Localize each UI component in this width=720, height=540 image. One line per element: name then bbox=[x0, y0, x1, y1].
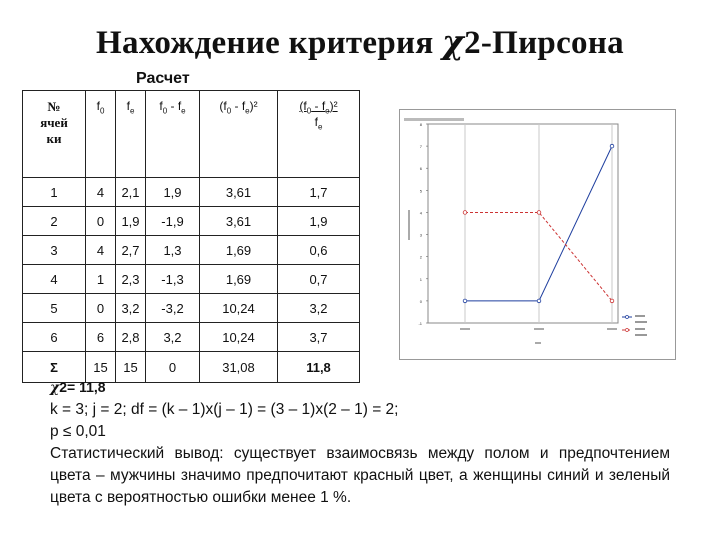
chi-square-result: χ2= 11,8 bbox=[50, 379, 106, 396]
table-cell-expected: 2,8 bbox=[116, 323, 146, 352]
table-cell-cell-number: 4 bbox=[23, 265, 86, 294]
sum-cell-cell-number: Σ bbox=[23, 352, 86, 383]
table-cell-cell-number: 1 bbox=[23, 178, 86, 207]
table-cell-squared: 3,61 bbox=[200, 178, 278, 207]
table-cell-difference: 3,2 bbox=[146, 323, 200, 352]
y-tick-label: 7 bbox=[419, 144, 422, 150]
table-cell-difference: 1,9 bbox=[146, 178, 200, 207]
table-cell-observed: 6 bbox=[86, 323, 116, 352]
table-row bbox=[23, 207, 360, 236]
plot-area bbox=[428, 124, 618, 323]
series-2-point bbox=[610, 299, 614, 303]
conclusion-block bbox=[50, 376, 670, 509]
line-chart bbox=[399, 109, 676, 360]
section-subtitle: Расчет bbox=[136, 70, 190, 87]
header-cell-diff: $f_0 - f_e$ bbox=[146, 91, 200, 178]
table-cell-expected: 3,2 bbox=[116, 294, 146, 323]
table-cell-observed: 0 bbox=[86, 207, 116, 236]
header-cell-square: $(f_0 - f_e)^2$ bbox=[200, 91, 278, 178]
table-cell-difference: 1,3 bbox=[146, 236, 200, 265]
calculation-table bbox=[22, 90, 360, 383]
sum-cell-difference: 0 bbox=[146, 352, 200, 383]
table-cell-ratio: 0,7 bbox=[278, 265, 360, 294]
y-tick-label: 1 bbox=[419, 276, 422, 282]
table-row bbox=[23, 236, 360, 265]
y-axis-title-placeholder bbox=[408, 210, 410, 240]
x-axis-title-placeholder bbox=[535, 342, 541, 344]
table-cell-squared: 1,69 bbox=[200, 265, 278, 294]
y-tick-label: 3 bbox=[419, 232, 422, 238]
y-tick-label: 6 bbox=[419, 166, 422, 172]
table-row bbox=[23, 323, 360, 352]
x-tick-label-placeholder bbox=[460, 328, 470, 330]
y-tick-label: 8 bbox=[419, 122, 422, 127]
sum-cell-ratio: 11,8 bbox=[278, 352, 360, 383]
table-cell-squared: 10,24 bbox=[200, 323, 278, 352]
legend-text-placeholder bbox=[635, 321, 647, 323]
sum-cell-observed: 15 bbox=[86, 352, 116, 383]
series-1-point bbox=[610, 144, 614, 148]
statistical-conclusion: Статистический вывод: существует взаимосвязь между полом и предпочтением цвета – мужчины значимо предпочитают красный цвет, а женщины синий и зеленый цвета с вероятностью ошибки менее 1 %. bbox=[50, 445, 670, 506]
header-cell-f0: $f_0$ bbox=[86, 91, 116, 178]
series-1-point bbox=[537, 299, 541, 303]
table-cell-expected: 2,3 bbox=[116, 265, 146, 294]
series-1-point bbox=[463, 299, 467, 303]
table-cell-ratio: 1,7 bbox=[278, 178, 360, 207]
legend-text-placeholder bbox=[635, 315, 645, 317]
y-tick-label: 2 bbox=[419, 254, 422, 260]
table-cell-difference: -1,9 bbox=[146, 207, 200, 236]
table-cell-cell-number: 5 bbox=[23, 294, 86, 323]
table-row bbox=[23, 265, 360, 294]
table-row bbox=[23, 294, 360, 323]
table-cell-observed: 1 bbox=[86, 265, 116, 294]
table-cell-ratio: 1,9 bbox=[278, 207, 360, 236]
table-cell-ratio: 3,7 bbox=[278, 323, 360, 352]
chart-svg bbox=[400, 110, 675, 359]
table-cell-expected: 2,1 bbox=[116, 178, 146, 207]
y-tick-label: 4 bbox=[419, 210, 422, 216]
table-cell-expected: 2,7 bbox=[116, 236, 146, 265]
table-cell-cell-number: 3 bbox=[23, 236, 86, 265]
significance-line: p ≤ 0,01 bbox=[50, 423, 106, 440]
table-cell-cell-number: 6 bbox=[23, 323, 86, 352]
y-tick-label: -1 bbox=[418, 321, 422, 326]
legend-marker-1 bbox=[626, 316, 629, 319]
table-row bbox=[23, 178, 360, 207]
series-2-point bbox=[537, 211, 541, 215]
table-cell-observed: 4 bbox=[86, 236, 116, 265]
header-cell-ratio: $(f_0 - f_e)^2$ $f_e$ bbox=[278, 91, 360, 178]
table-cell-observed: 0 bbox=[86, 294, 116, 323]
sum-cell-expected: 15 bbox=[116, 352, 146, 383]
table-cell-difference: -1,3 bbox=[146, 265, 200, 294]
table-cell-ratio: 0,6 bbox=[278, 236, 360, 265]
legend-text-placeholder bbox=[635, 334, 647, 336]
table-cell-observed: 4 bbox=[86, 178, 116, 207]
table-cell-cell-number: 2 bbox=[23, 207, 86, 236]
table-cell-squared: 10,24 bbox=[200, 294, 278, 323]
legend-marker-2 bbox=[626, 329, 629, 332]
header-cell-number: № ячей ки bbox=[23, 91, 86, 178]
degrees-of-freedom-line: k = 3; j = 2; df = (k – 1)x(j – 1) = (3 – 1)x(2 – 1) = 2; bbox=[50, 401, 399, 418]
chi-symbol: χ bbox=[442, 22, 465, 61]
y-tick-label: 5 bbox=[419, 188, 422, 194]
table-cell-difference: -3,2 bbox=[146, 294, 200, 323]
sum-cell-squared: 31,08 bbox=[200, 352, 278, 383]
x-tick-label-placeholder bbox=[534, 328, 544, 330]
legend-text-placeholder bbox=[635, 328, 645, 330]
table-cell-squared: 3,61 bbox=[200, 207, 278, 236]
table-cell-ratio: 3,2 bbox=[278, 294, 360, 323]
x-tick-label-placeholder bbox=[607, 328, 617, 330]
series-2-point bbox=[463, 211, 467, 215]
table-cell-squared: 1,69 bbox=[200, 236, 278, 265]
y-tick-label: 0 bbox=[419, 298, 422, 304]
header-cell-fe: $f_e$ bbox=[116, 91, 146, 178]
chart-title-placeholder bbox=[404, 118, 464, 121]
table-cell-expected: 1,9 bbox=[116, 207, 146, 236]
page-title: Нахождение критерия χ2-Пирсона bbox=[96, 22, 624, 61]
